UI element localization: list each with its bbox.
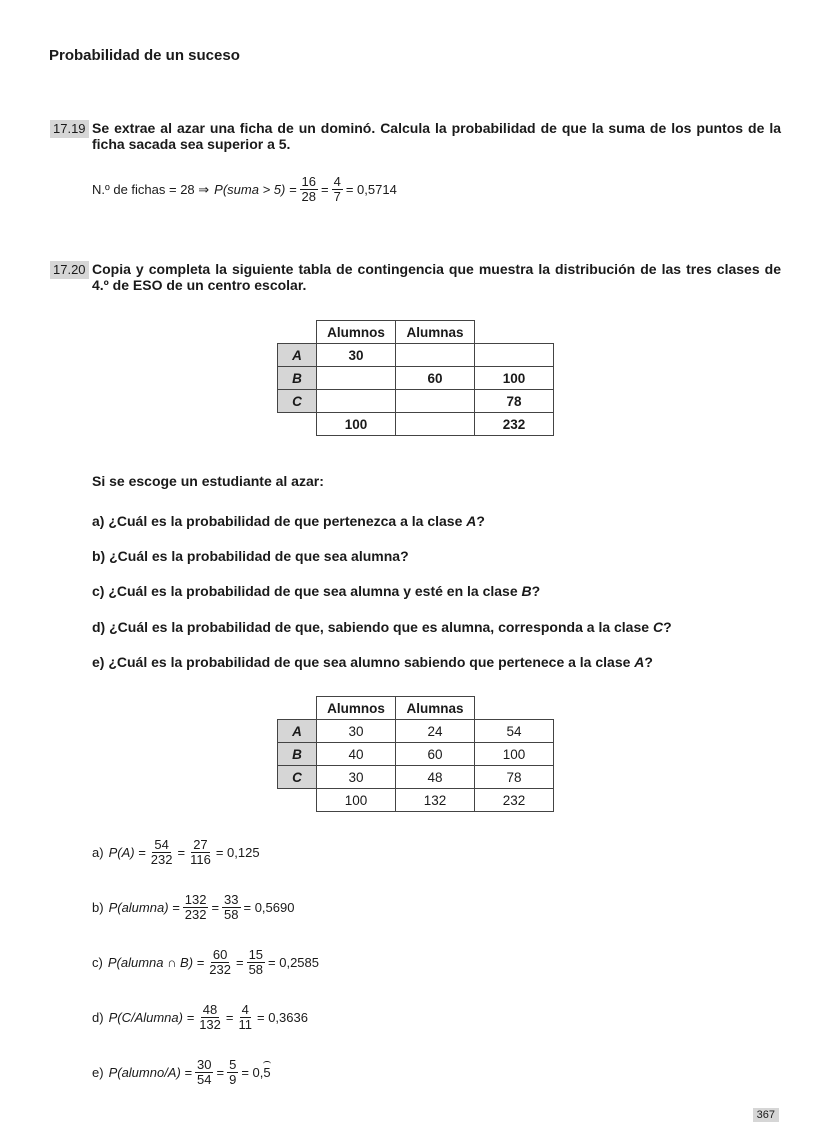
solution-prefix: N.º de fichas = 28 ⇒ <box>92 181 210 197</box>
periodic-digit: 5 <box>263 1065 271 1080</box>
column-header: Alumnas <box>396 321 475 344</box>
exercise-solution: N.º de fichas = 28 ⇒ P(suma > 5) = $\frac{16}{28}$ = $\frac{4}{7}$ = 0,5714 <box>92 174 397 204</box>
table-row: A 30 <box>278 344 554 367</box>
solution-prob: P(suma > 5) = <box>214 182 297 197</box>
table-row: C 78 <box>278 390 554 413</box>
column-header: Alumnos <box>317 321 396 344</box>
table-row: A 30 24 54 <box>278 720 554 743</box>
table-row: 100 232 <box>278 413 554 436</box>
exercise-statement: Se extrae al azar una ficha de un dominó. Calcula la probabilidad de que la suma de los puntos de la ficha sacada sea superior a 5. <box>92 120 781 152</box>
exercise-number: 17.19 <box>50 120 89 138</box>
question-item: a) ¿Cuál es la probabilidad de que pertenezca a la clase A? <box>92 513 485 529</box>
page-number: 367 <box>753 1108 779 1122</box>
page-title: Probabilidad de un suceso <box>49 47 240 64</box>
contingency-table-complete <box>277 696 554 812</box>
exercise-statement: Copia y completa la siguiente tabla de contingencia que muestra la distribución de las tres clases de 4.º de ESO de un centro escolar. <box>92 261 781 293</box>
solution-result: = 0,5714 <box>345 182 397 197</box>
table-row: C 30 48 78 <box>278 766 554 789</box>
contingency-table-incomplete <box>277 320 554 436</box>
answer-item: b) P(alumna) = $\frac{132}{232}$ = $\frac{33}{58}$ = 0,5690 <box>92 892 295 922</box>
question-item: b) ¿Cuál es la probabilidad de que sea alumna? <box>92 548 409 564</box>
answer-item: d) P(C/Alumna) = $\frac{48}{132}$ = $\frac{4}{11}$ = 0,3636 <box>92 1002 308 1032</box>
question-item: c) ¿Cuál es la probabilidad de que sea alumna y esté en la clase B? <box>92 583 541 599</box>
table-row: B 60 100 <box>278 367 554 390</box>
exercise-number: 17.20 <box>50 261 89 279</box>
fraction: $\frac{16}{28}$ <box>301 174 317 204</box>
answer-item: c) P(alumna ∩ B) = $\frac{60}{232}$ = $\frac{15}{58}$ = 0,2585 <box>92 947 319 977</box>
answer-item: e) P(alumno/A) = $\frac{30}{54}$ = $\frac{5}{9}$ = 0, 5 <box>92 1057 271 1087</box>
table-row: B 40 60 100 <box>278 743 554 766</box>
fraction: $\frac{4}{7}$ <box>333 174 341 204</box>
answer-item: a) P(A) = $\frac{54}{232}$ = $\frac{27}{116}$ = 0,125 <box>92 837 260 867</box>
question-item: e) ¿Cuál es la probabilidad de que sea alumno sabiendo que pertenece a la clase A? <box>92 654 653 670</box>
column-header: Alumnas <box>396 697 475 720</box>
column-header: Alumnos <box>317 697 396 720</box>
question-item: d) ¿Cuál es la probabilidad de que, sabiendo que es alumna, corresponda a la clase C? <box>92 619 672 635</box>
question-intro: Si se escoge un estudiante al azar: <box>92 473 324 489</box>
table-row: 100 132 232 <box>278 789 554 812</box>
